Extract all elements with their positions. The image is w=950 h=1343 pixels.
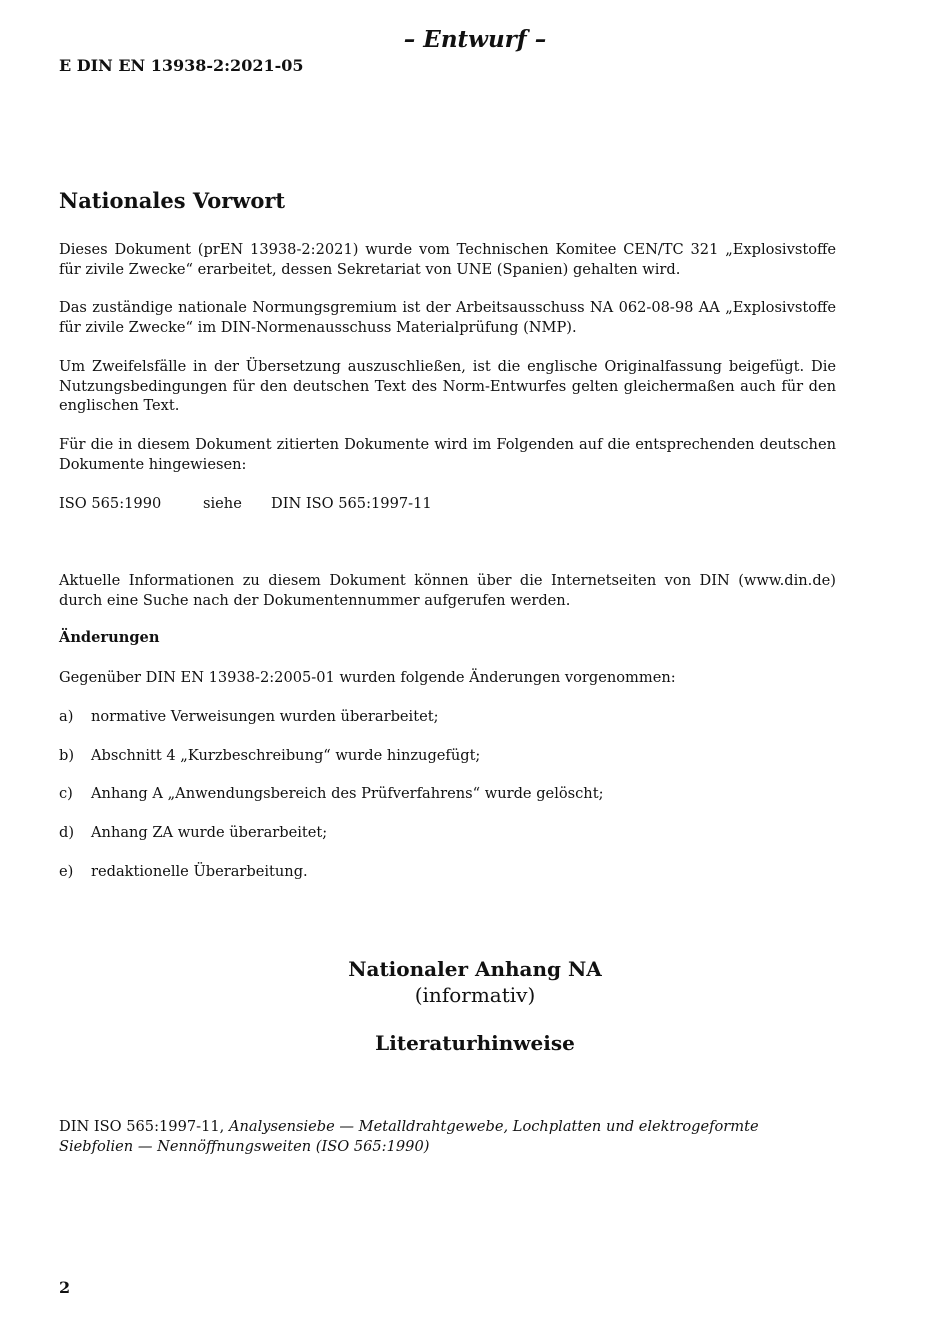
foreword-paragraph: Das zuständige nationale Normungsgremium ist der Arbeitsausschuss NA 062-08-98 AA „Explosivstoffe für zivile Zwecke“ im DIN-Normenausschuss Materialprüfung (NMP). [59, 299, 836, 336]
annex-title: Nationaler Anhang NA [348, 957, 602, 981]
list-text: redaktionelle Überarbeitung. [91, 863, 308, 880]
list-text: Abschnitt 4 „Kurzbeschreibung“ wurde hinzugefügt; [91, 747, 481, 764]
list-text: Anhang ZA wurde überarbeitet; [91, 824, 328, 841]
reference-see: siehe [203, 495, 242, 512]
bibliography-title: Analysensiebe — Metalldrahtgewebe, Lochplatten und elektrogeformte Siebfolien — Nennöffnungsweiten (ISO 565:1990) [59, 1118, 759, 1155]
changes-title: Änderungen [59, 629, 160, 646]
foreword-paragraph: Dieses Dokument (prEN 13938-2:2021) wurde vom Technischen Komitee CEN/TC 321 „Explosivstoffe für zivile Zwecke“ erarbeitet, dessen Sekretariat von UNE (Spanien) gehalten wird. [59, 241, 836, 278]
foreword-paragraph: Um Zweifelsfälle in der Übersetzung auszuschließen, ist die englische Originalfassung beigefügt. Die Nutzungsbedingungen für den deutschen Text des Norm-Entwurfes gelten gleichermaßen auch für den englischen Text. [59, 358, 836, 414]
list-marker: c) [59, 785, 73, 802]
list-marker: a) [59, 708, 74, 725]
list-marker: d) [59, 824, 75, 841]
draft-label: – Entwurf – [403, 26, 547, 53]
list-text: normative Verweisungen wurden überarbeitet; [91, 708, 439, 725]
info-paragraph: Aktuelle Informationen zu diesem Dokument können über die Internetseiten von DIN (www.din.de) durch eine Suche nach der Dokumentennummer aufgerufen werden. [59, 572, 836, 609]
changes-intro: Gegenüber DIN EN 13938-2:2005-01 wurden folgende Änderungen vorgenommen: [59, 669, 676, 686]
document-id: E DIN EN 13938-2:2021-05 [59, 56, 304, 75]
reference-iso: ISO 565:1990 [59, 495, 162, 512]
bibliography-ref: DIN ISO 565:1997-11, [59, 1118, 225, 1135]
reference-din: DIN ISO 565:1997-11 [271, 495, 432, 512]
list-marker: b) [59, 747, 75, 764]
foreword-title: Nationales Vorwort [59, 188, 286, 213]
annex-subtitle: (informativ) [414, 983, 536, 1007]
list-marker: e) [59, 863, 74, 880]
bibliography-heading: Literaturhinweise [375, 1031, 575, 1055]
bibliography-entry [59, 1117, 836, 1156]
foreword-paragraph: Für die in diesem Dokument zitierten Dokumente wird im Folgenden auf die entsprechenden deutschen Dokumente hingewiesen: [59, 436, 836, 473]
list-text: Anhang A „Anwendungsbereich des Prüfverfahrens“ wurde gelöscht; [91, 785, 604, 802]
page-number: 2 [59, 1278, 71, 1297]
